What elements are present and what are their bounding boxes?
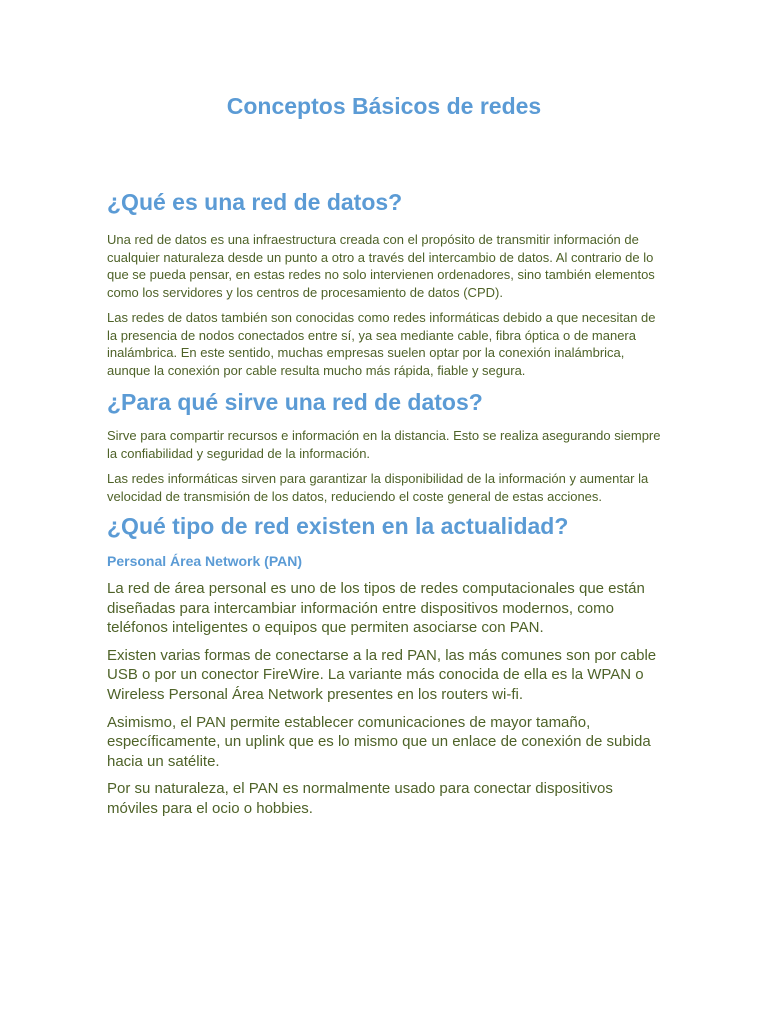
- section-purpose-of-data-network: [107, 385, 667, 505]
- section-heading: ¿Para qué sirve una red de datos?: [107, 389, 483, 415]
- section-network-types: [107, 509, 667, 819]
- paragraph: La red de área personal es uno de los tipos de redes computacionales que están diseñadas para intercambiar información entre dispositivos modernos, como teléfonos inteligentes o equipos que permiten asociarse con PAN.: [107, 580, 645, 637]
- section-heading: ¿Qué tipo de red existen en la actualidad?: [107, 513, 569, 539]
- paragraph: Las redes de datos también son conocidas como redes informáticas debido a que necesitan de la presencia de nodos conectados entre sí, ya sea mediante cable, fibra óptica o de manera inalámbrica. En este sentido, muchas empresas suelen optar por la conexión inalámbrica, aunque la conexión por cable resulta mucho más rápida, fiable y segura.: [107, 310, 656, 378]
- paragraph: Las redes informáticas sirven para garantizar la disponibilidad de la información y aumentar la velocidad de transmisión de los datos, reduciendo el coste general de estas acciones.: [107, 471, 649, 504]
- paragraph: Sirve para compartir recursos e información en la distancia. Esto se realiza asegurando siempre la confiabilidad y seguridad de la información.: [107, 428, 661, 461]
- document-body: [107, 185, 667, 819]
- document-title: Conceptos Básicos de redes: [226, 93, 542, 119]
- subsection-heading-pan: Personal Área Network (PAN): [107, 553, 303, 569]
- paragraph: Existen varias formas de conectarse a la red PAN, las más comunes son por cable USB o por un conector FireWire. La variante más conocida de ella es la WPAN o Wireless Personal Área Network presentes en los routers wi-fi.: [107, 646, 657, 703]
- paragraph: Asimismo, el PAN permite establecer comunicaciones de mayor tamaño, específicamente, un uplink que es lo mismo que un enlace de conexión de subida hacia un satélite.: [107, 713, 651, 770]
- section-what-is-data-network: [107, 185, 667, 379]
- paragraph: Una red de datos es una infraestructura creada con el propósito de transmitir información de cualquier naturaleza desde un punto a otro a través del intercambio de datos. Al contrario de lo que se pueda pensar, en estas redes no solo intervienen ordenadores, sino también elementos como los servidores y los centros de procesamiento de datos (CPD).: [107, 232, 655, 300]
- section-heading: ¿Qué es una red de datos?: [107, 189, 403, 215]
- paragraph: Por su naturaleza, el PAN es normalmente usado para conectar dispositivos móviles para el ocio o hobbies.: [107, 780, 613, 817]
